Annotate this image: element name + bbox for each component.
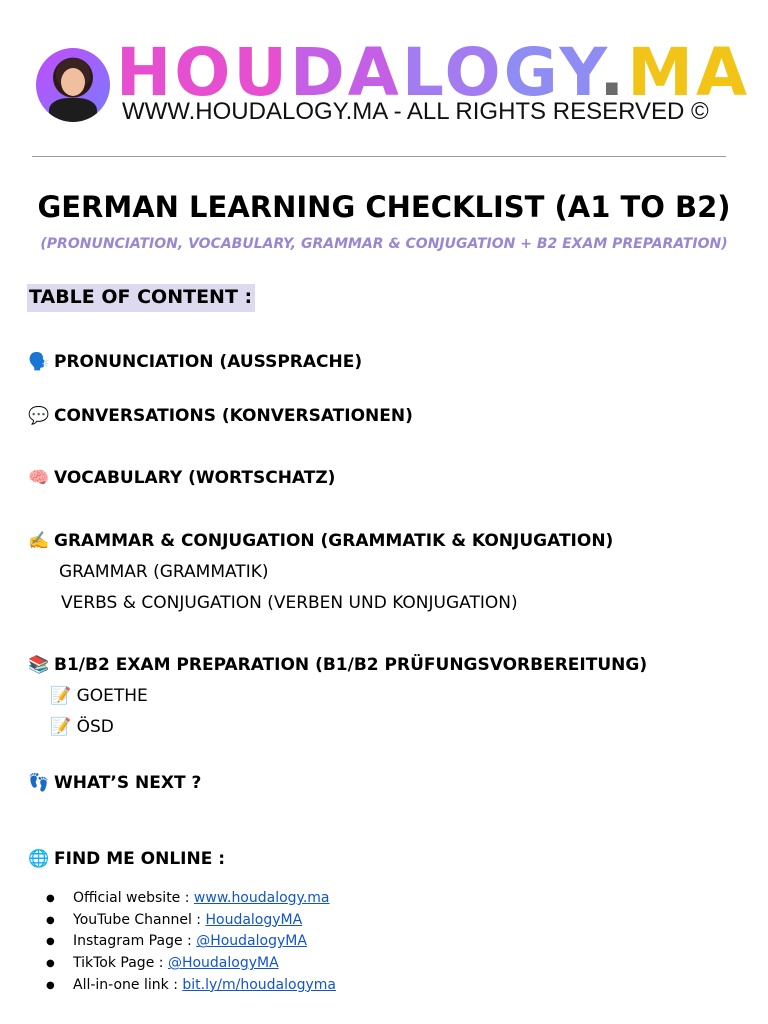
link-label: Official website :: [73, 890, 194, 906]
page-subtitle: (PRONUNCIATION, VOCABULARY, GRAMMAR & CONJUGATION + B2 EXAM PREPARATION): [40, 236, 728, 252]
toc-subitem-label: ÖSD: [76, 717, 114, 737]
toc-item-grammar[interactable]: [28, 531, 613, 551]
tiktok-link[interactable]: @HoudalogyMA: [167, 955, 279, 972]
toc-item-label: CONVERSATIONS (KONVERSATIONEN): [54, 406, 413, 426]
speaking-head-icon: 🗣️: [28, 352, 50, 372]
footprints-icon: 👣: [28, 773, 50, 793]
toc-item-pronunciation[interactable]: [28, 352, 362, 372]
page-title: GERMAN LEARNING CHECKLIST (A1 TO B2): [37, 190, 731, 224]
books-icon: 📚: [28, 655, 50, 675]
toc-item-exam[interactable]: [28, 655, 647, 675]
brain-icon: 🧠: [28, 468, 50, 488]
logo-part: MA: [627, 34, 751, 111]
divider: [32, 156, 726, 157]
toc-subitem-verbs[interactable]: VERBS & CONJUGATION (VERBEN UND KONJUGATION): [61, 593, 518, 613]
list-item: [46, 910, 336, 932]
avatar: [36, 48, 110, 122]
all-in-one-link[interactable]: bit.ly/m/houdalogyma: [182, 976, 336, 993]
toc-item-conversations[interactable]: [28, 406, 413, 426]
speech-bubble-icon: 💬: [28, 406, 50, 426]
list-item: [46, 931, 336, 953]
memo-icon: 📝: [50, 686, 72, 706]
toc-item-label: FIND ME ONLINE :: [54, 849, 226, 869]
instagram-link[interactable]: @HoudalogyMA: [196, 933, 307, 950]
link-label: Instagram Page :: [73, 933, 197, 950]
link-label: TikTok Page :: [73, 955, 168, 972]
header: [36, 34, 751, 128]
memo-icon: 📝: [50, 717, 72, 737]
rights-text: WWW.HOUDALOGY.MA - ALL RIGHTS RESERVED ©: [122, 98, 709, 125]
toc-subitem-osd[interactable]: [50, 717, 114, 737]
toc-item-label: B1/B2 EXAM PREPARATION (B1/B2 PRÜFUNGSVORBEREITUNG): [54, 655, 648, 675]
toc-heading: TABLE OF CONTENT :: [27, 284, 255, 312]
logo-part: GY: [503, 34, 600, 111]
globe-icon: 🌐: [28, 849, 50, 869]
toc-subitem-goethe[interactable]: [50, 686, 148, 706]
website-link[interactable]: www.houdalogy.ma: [193, 890, 330, 906]
logo-part: HOU: [116, 34, 290, 111]
toc-item-vocabulary[interactable]: [28, 468, 335, 488]
toc-subitem-label: GOETHE: [76, 686, 148, 706]
list-item: [46, 888, 336, 910]
logo-part: .: [599, 34, 628, 111]
toc-item-label: PRONUNCIATION (AUSSPRACHE): [54, 352, 363, 372]
toc-subitem-grammar[interactable]: GRAMMAR (GRAMMATIK): [59, 562, 269, 582]
writing-hand-icon: ✍️: [28, 531, 50, 551]
list-item: [46, 953, 336, 975]
social-links-list: [46, 888, 336, 997]
link-label: YouTube Channel :: [73, 911, 206, 928]
logo-part: LO: [401, 34, 504, 111]
toc-item-label: GRAMMAR & CONJUGATION (GRAMMATIK & KONJUGATION): [54, 531, 614, 551]
logo-part: DA: [289, 34, 402, 111]
toc-item-label: VOCABULARY (WORTSCHATZ): [54, 468, 336, 488]
list-item: [46, 975, 336, 997]
toc-item-whats-next[interactable]: [28, 773, 201, 793]
toc-item-find-me-online[interactable]: [28, 849, 225, 869]
link-label: All-in-one link :: [73, 976, 183, 993]
toc-item-label: WHAT’S NEXT ?: [54, 773, 202, 793]
youtube-link[interactable]: HoudalogyMA: [205, 911, 303, 928]
